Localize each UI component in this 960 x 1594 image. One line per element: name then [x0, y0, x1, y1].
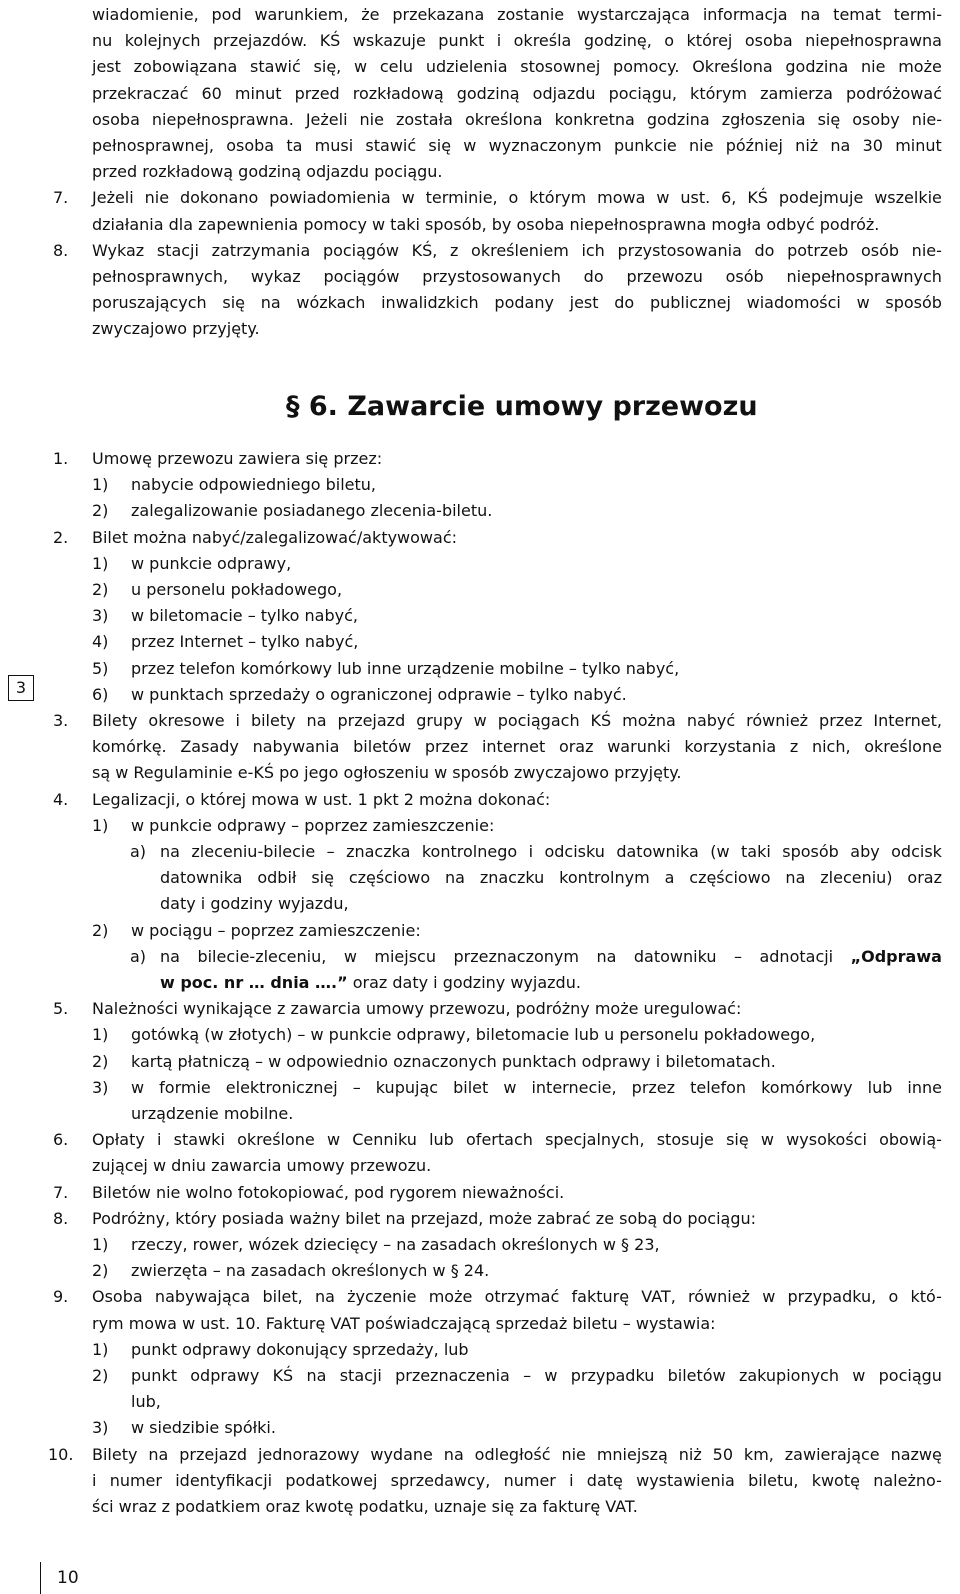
paragraph-line: Umowę przewozu zawiera się przez:: [92, 449, 383, 468]
sub-item-line: na zleceniu-bilecie – znaczka kontrolnego i odcisku datownika (w taki sposób aby odcisk: [160, 842, 942, 861]
list-number: 9.: [53, 1287, 69, 1306]
paragraph-line: pełnosprawnej, osoba ta musi stawić się w wyznaczonym punkcie nie później niż na 30 minut: [92, 136, 942, 155]
sub-item-line: w punktach sprzedaży o ograniczonej odprawie – tylko nabyć.: [131, 685, 627, 704]
section-tab-badge: 3: [8, 675, 34, 701]
annotation-rest-text: oraz daty i godziny wyjazdu.: [347, 973, 581, 992]
paragraph-line: Legalizacji, o której mowa w ust. 1 pkt 2 można dokonać:: [92, 790, 551, 809]
paragraph-line: Osoba nabywająca bilet, na życzenie może otrzymać fakturę VAT, również w przypadku, o któ-: [92, 1287, 942, 1306]
paragraph-line: jest zobowiązana stawić się, w celu udzielenia stosownej pomocy. Określona godzina nie może: [92, 57, 942, 76]
paragraph-line: Opłaty i stawki określone w Cenniku lub ofertach specjalnych, stosuje się w wysokości obowią-: [92, 1130, 942, 1149]
letter-number: a): [130, 947, 147, 966]
paragraph-line: nu kolejnych przejazdów. KŚ wskazuje punkt i określa godzinę, o której osoba niepełnosprawna: [92, 31, 942, 50]
sub-item-line: w pociągu – poprzez zamieszczenie:: [131, 921, 421, 940]
sub-number: 1): [92, 1340, 109, 1359]
sub-item-line: w formie elektronicznej – kupując bilet w internecie, przez telefon komórkowy lub inne: [131, 1078, 942, 1097]
footer-rule: [40, 1562, 41, 1594]
sub-item-line: na bilecie-zleceniu, w miejscu przeznaczonym na datowniku – adnotacji „Odprawa: [160, 944, 942, 970]
list-number: 7.: [53, 1183, 69, 1202]
sub-item-line: przez Internet – tylko nabyć,: [131, 632, 359, 651]
sub-item-line: datownika odbił się częściowo na znaczku kontrolnym a częściowo na zleceniu) oraz: [160, 868, 942, 887]
sub-number: 2): [92, 1052, 109, 1071]
sub-item-line: kartą płatniczą – w odpowiednio oznaczonych punktach odprawy i biletomatach.: [131, 1052, 776, 1071]
sub-number: 3): [92, 1418, 109, 1437]
sub-number: 1): [92, 1235, 109, 1254]
paragraph-line: i numer identyfikacji podatkowej sprzedawcy, numer i datę wystawienia biletu, kwotę należno-: [92, 1471, 942, 1490]
sub-item-line: w punkcie odprawy – poprzez zamieszczenie:: [131, 816, 495, 835]
sub-item-line: rzeczy, rower, wózek dziecięcy – na zasadach określonych w § 23,: [131, 1235, 660, 1254]
bold-annotation-text: „Odprawa: [850, 947, 942, 966]
sub-number: 6): [92, 685, 109, 704]
list-number: 6.: [53, 1130, 69, 1149]
list-number: 8.: [53, 241, 69, 260]
paragraph-line: przekraczać 60 minut przed rozkładową godziną odjazdu pociągu, którym zamierza podróżować: [92, 84, 942, 103]
sub-item-line: gotówką (w złotych) – w punkcie odprawy, biletomacie lub u personelu pokładowego,: [131, 1025, 816, 1044]
paragraph-line: pełnosprawnych, wykaz pociągów przystosowanych do przewozu osób niepełnosprawnych: [92, 267, 942, 286]
list-number: 7.: [53, 188, 69, 207]
sub-number: 2): [92, 1261, 109, 1280]
paragraph-line: Biletów nie wolno fotokopiować, pod rygorem nieważności.: [92, 1183, 565, 1202]
sub-item-line: przez telefon komórkowy lub inne urządzenie mobilne – tylko nabyć,: [131, 659, 680, 678]
list-number: 4.: [53, 790, 69, 809]
paragraph-line: poruszających się na wózkach inwalidzkich podany jest do publicznej wiadomości w sposób: [92, 293, 942, 312]
paragraph-line: są w Regulaminie e-KŚ po jego ogłoszeniu w sposób zwyczajowo przyjęty.: [92, 763, 682, 782]
sub-item-line: zalegalizowanie posiadanego zlecenia-biletu.: [131, 501, 493, 520]
paragraph-line: Należności wynikające z zawarcia umowy przewozu, podróżny może uregulować:: [92, 999, 742, 1018]
sub-number: 5): [92, 659, 109, 678]
sub-number: 3): [92, 1078, 109, 1097]
sub-item-line: [160, 970, 581, 996]
sub-number: 2): [92, 501, 109, 520]
list-number: 8.: [53, 1209, 69, 1228]
sub-item-line: u personelu pokładowego,: [131, 580, 343, 599]
paragraph-line: działania dla zapewnienia pomocy w taki sposób, by osoba niepełnosprawna mogła odbyć podróż.: [92, 215, 880, 234]
sub-number: 3): [92, 606, 109, 625]
sub-item-line: nabycie odpowiedniego biletu,: [131, 475, 377, 494]
sub-item-line: urządzenie mobilne.: [131, 1104, 294, 1123]
paragraph-line: Podróżny, który posiada ważny bilet na przejazd, może zabrać ze sobą do pociągu:: [92, 1209, 757, 1228]
paragraph-line: zującej w dniu zawarcia umowy przewozu.: [92, 1156, 432, 1175]
section-heading: § 6. Zawarcie umowy przewozu: [286, 391, 758, 422]
list-number: 3.: [53, 711, 69, 730]
paragraph-line: Bilet można nabyć/zalegalizować/aktywować:: [92, 528, 458, 547]
paragraph-line: Bilety okresowe i bilety na przejazd grupy w pociągach KŚ można nabyć również przez Internet,: [92, 711, 942, 730]
sub-number: 2): [92, 580, 109, 599]
sub-number: 1): [92, 1025, 109, 1044]
paragraph-line: komórkę. Zasady nabywania biletów przez internet oraz warunki korzystania z nich, określone: [92, 737, 942, 756]
sub-number: 2): [92, 1366, 109, 1385]
sub-number: 1): [92, 475, 109, 494]
sub-item-line: w biletomacie – tylko nabyć,: [131, 606, 358, 625]
sub-item-line: w punkcie odprawy,: [131, 554, 292, 573]
sub-item-line: zwierzęta – na zasadach określonych w § 24.: [131, 1261, 490, 1280]
sub-item-line: punkt odprawy dokonujący sprzedaży, lub: [131, 1340, 469, 1359]
sub-item-line: w siedzibie spółki.: [131, 1418, 276, 1437]
paragraph-line: przed rozkładową godziną odjazdu pociągu.: [92, 162, 443, 181]
paragraph-line: osoba niepełnosprawna. Jeżeli nie została określona konkretna godzina zgłoszenia się osoby nie-: [92, 110, 942, 129]
sub-number: 1): [92, 816, 109, 835]
paragraph-line: rym mowa w ust. 10. Fakturę VAT poświadczającą sprzedaż biletu – wystawia:: [92, 1314, 716, 1333]
sub-number: 4): [92, 632, 109, 651]
letter-number: a): [130, 842, 147, 861]
bold-annotation-text: w poc. nr … dnia ….”: [160, 973, 348, 992]
sub-item-line: punkt odprawy KŚ na stacji przeznaczenia – w przypadku biletów zakupionych w pociągu: [131, 1366, 942, 1385]
list-number: 5.: [53, 999, 69, 1018]
sub-number: 1): [92, 554, 109, 573]
page-number: 10: [57, 1568, 79, 1588]
paragraph-line: ści wraz z podatkiem oraz kwotę podatku, uznaje się za fakturę VAT.: [92, 1497, 638, 1516]
sub-number: 2): [92, 921, 109, 940]
paragraph-line: Jeżeli nie dokonano powiadomienia w terminie, o którym mowa w ust. 6, KŚ podejmuje wszelkie: [92, 188, 942, 207]
list-number: 1.: [53, 449, 69, 468]
paragraph-line: zwyczajowo przyjęty.: [92, 319, 260, 338]
sub-item-line: daty i godziny wyjazdu,: [160, 894, 349, 913]
paragraph-line: wiadomienie, pod warunkiem, że przekazana zostanie wystarczająca informacja na temat termi-: [92, 5, 942, 24]
list-number: 2.: [53, 528, 69, 547]
list-number: 10.: [48, 1445, 74, 1464]
sub-item-line: lub,: [131, 1392, 161, 1411]
paragraph-line: Bilety na przejazd jednorazowy wydane na odległość nie mniejszą niż 50 km, zawierające nazwę: [92, 1445, 942, 1464]
paragraph-line: Wykaz stacji zatrzymania pociągów KŚ, z określeniem ich przystosowania do potrzeb osób nie-: [92, 241, 942, 260]
